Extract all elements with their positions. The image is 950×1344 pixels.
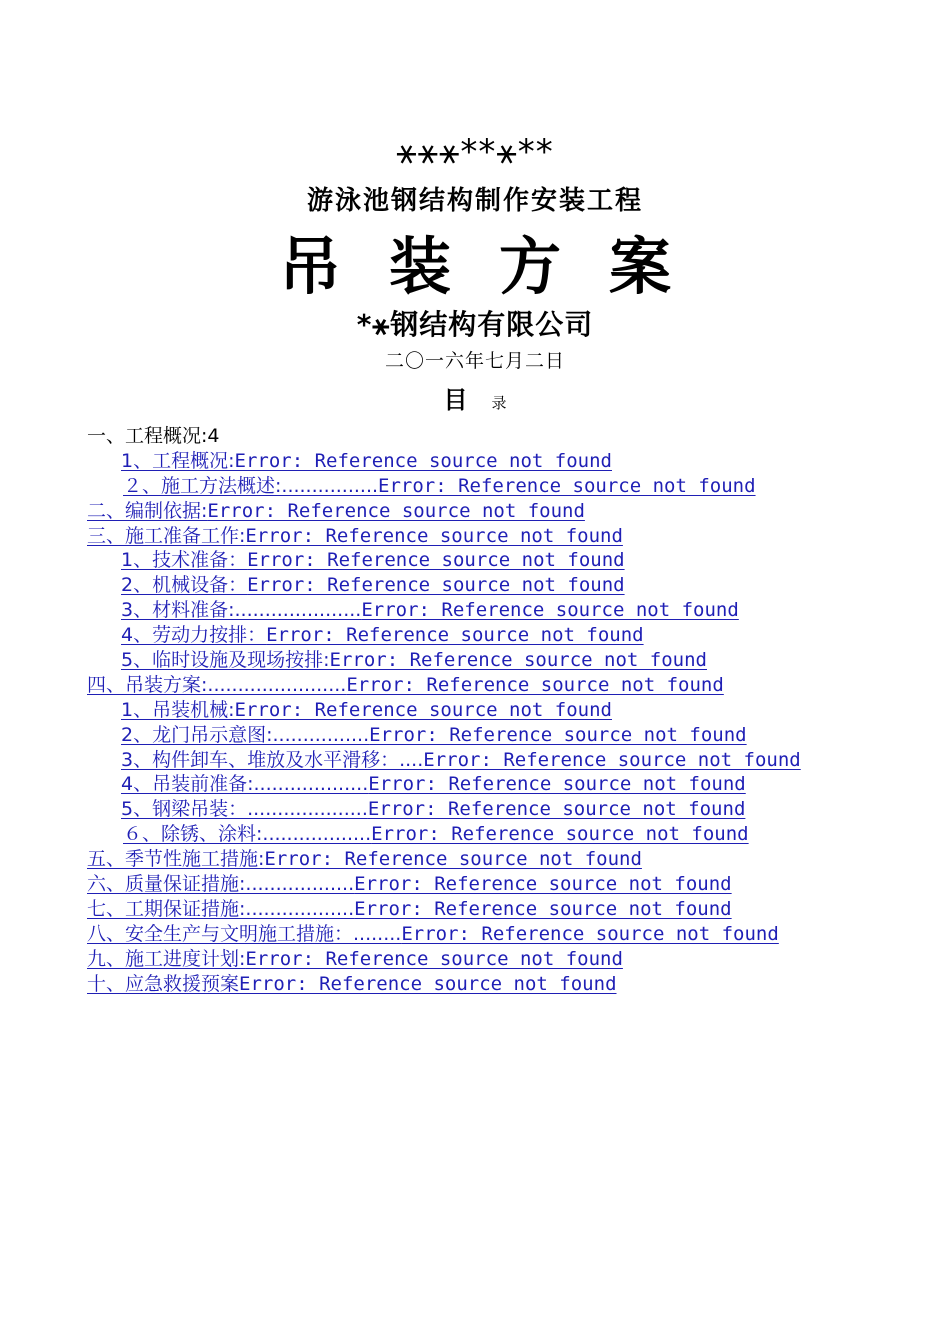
toc-entry-page-ref: Error: Reference source not found	[367, 798, 746, 821]
toc-entry-text: 七、工期保证措施:..................	[87, 897, 355, 920]
toc-entry[interactable]	[87, 723, 867, 748]
toc-entry[interactable]	[87, 449, 867, 474]
toc-entry-text: 六、质量保证措施:..................	[87, 873, 355, 896]
project-name: 游泳池钢结构制作安装工程	[306, 186, 643, 216]
toc-entry-text: 4、劳动力按排：	[121, 624, 267, 647]
toc-entry-text: 2、龙门吊示意图:................	[121, 723, 370, 746]
toc-entry[interactable]	[87, 623, 867, 648]
toc-entry[interactable]	[87, 698, 867, 723]
toc-entry-page-ref: Error: Reference source not found	[264, 848, 642, 871]
toc-entry[interactable]	[87, 972, 867, 997]
toc-entry[interactable]	[87, 847, 867, 872]
toc-entry-page-ref: Error: Reference source not found	[378, 474, 756, 497]
company-name: *⚹钢结构有限公司	[356, 308, 594, 341]
toc-entry[interactable]	[87, 922, 867, 947]
toc-entry-text: 3、材料准备:.....................	[121, 599, 362, 622]
toc-entry-text: 一、工程概况:4	[87, 425, 220, 447]
toc-entry-page-ref: Error: Reference source not found	[329, 649, 707, 672]
toc-entry[interactable]	[87, 648, 867, 673]
toc-entry-text: 5、钢梁吊装：....................	[121, 798, 368, 821]
toc-entry[interactable]	[87, 673, 867, 698]
toc-entry	[87, 424, 867, 449]
document-title: 吊装方案	[278, 230, 719, 303]
cover-stars: ⚹⚹⚹**⚹**	[396, 132, 554, 172]
toc-entry-text: 三、施工准备工作:	[87, 524, 246, 547]
toc-entry-page-ref: Error: Reference source not found	[354, 897, 732, 920]
toc-entry[interactable]	[87, 573, 867, 598]
toc-entry[interactable]	[87, 474, 867, 499]
toc-entry[interactable]	[87, 548, 867, 573]
toc-entry-page-ref: Error: Reference source not found	[234, 698, 612, 721]
toc-entry-text: ６、除锈、涂料:..................	[123, 823, 372, 846]
toc-entry-page-ref: Error: Reference source not found	[371, 823, 749, 846]
toc-entry-text: 5、临时设施及现场按排:	[121, 649, 330, 672]
toc-entry[interactable]	[87, 797, 867, 822]
toc-entry-page-ref: Error: Reference source not found	[401, 922, 779, 945]
toc-entry-page-ref: Error: Reference source not found	[207, 499, 585, 522]
toc-entry-page-ref: Error: Reference source not found	[361, 599, 739, 622]
toc-entry[interactable]	[87, 947, 867, 972]
toc-entry-text: 2、机械设备：	[121, 574, 248, 597]
toc-heading	[0, 384, 950, 419]
document-date: 二〇一六年七月二日	[384, 350, 565, 372]
toc-entry[interactable]	[87, 598, 867, 623]
toc-entry-page-ref: Error: Reference source not found	[354, 873, 732, 896]
toc-entry-text: 九、施工进度计划:	[87, 947, 246, 970]
toc-entry-text: 1、技术准备：	[121, 549, 248, 572]
toc-entry-page-ref: Error: Reference source not found	[245, 947, 623, 970]
toc-entry[interactable]	[87, 897, 867, 922]
toc-entry-page-ref: Error: Reference source not found	[234, 449, 612, 472]
toc-entry[interactable]	[87, 524, 867, 549]
toc-heading-main: 目	[443, 386, 468, 414]
toc-entry[interactable]	[87, 772, 867, 797]
toc-entry-text: 二、编制依据:	[87, 499, 208, 522]
toc-entry-page-ref: Error: Reference source not found	[368, 773, 746, 796]
toc-entry-page-ref: Error: Reference source not found	[239, 972, 617, 995]
toc-entry-text: 八、安全生产与文明施工措施：........	[87, 922, 402, 945]
toc-entry-text: 四、吊装方案:.......................	[87, 673, 347, 696]
toc-entry-text: 1、吊装机械:	[121, 698, 235, 721]
toc-entry-text: 3、构件卸车、堆放及水平滑移：....	[121, 748, 424, 771]
toc-entry[interactable]	[87, 748, 867, 773]
toc-entry[interactable]	[87, 822, 867, 847]
toc-entry-page-ref: Error: Reference source not found	[266, 624, 644, 647]
toc-entry-page-ref: Error: Reference source not found	[247, 549, 625, 572]
toc-entry-text: 4、吊装前准备:...................	[121, 773, 369, 796]
toc-entry[interactable]	[87, 499, 867, 524]
table-of-contents	[87, 424, 867, 996]
toc-entry-text: 1、工程概况:	[121, 449, 235, 472]
toc-entry-page-ref: Error: Reference source not found	[245, 524, 623, 547]
toc-entry-text: 十、应急救援预案	[87, 972, 240, 995]
toc-entry-page-ref: Error: Reference source not found	[247, 574, 625, 597]
toc-entry-text: 五、季节性施工措施:	[87, 848, 265, 871]
toc-entry-page-ref: Error: Reference source not found	[346, 673, 724, 696]
toc-entry-page-ref: Error: Reference source not found	[369, 723, 747, 746]
toc-entry-page-ref: Error: Reference source not found	[423, 748, 801, 771]
toc-heading-sub: 录	[491, 394, 507, 412]
toc-entry[interactable]	[87, 872, 867, 897]
toc-entry-text: ２、施工方法概述:................	[123, 474, 379, 497]
